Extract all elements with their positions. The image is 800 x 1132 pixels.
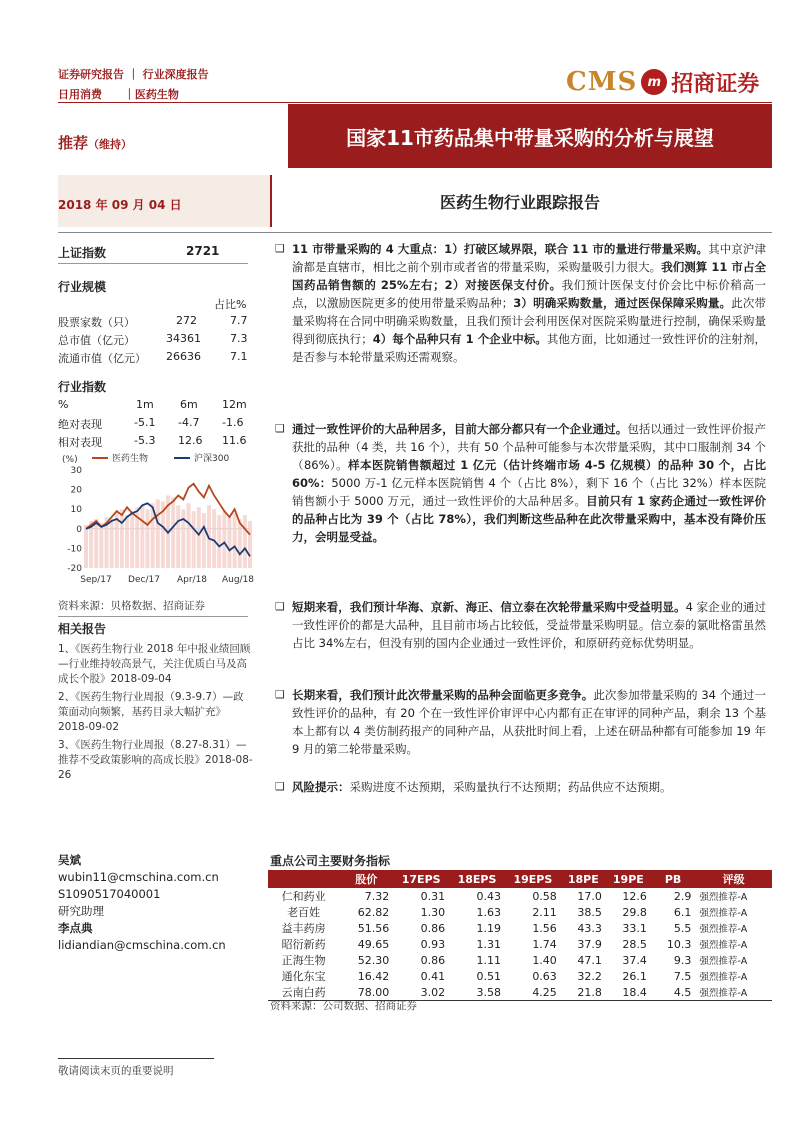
fin-cell: 1.19 [476,921,501,935]
fin-cell: 云南白药 [281,986,326,999]
fin-cell: 4.25 [532,985,557,999]
fin-cell: 52.30 [357,953,390,967]
fin-cell: 37.4 [622,953,647,967]
header-divider [58,102,772,103]
perf-h1: 1m [136,398,154,411]
rating-note: （维持） [88,138,133,151]
fin-cell: 1.56 [532,921,557,935]
y-axis-ticks [67,466,82,574]
chart-plot-area [84,484,252,568]
fin-cell: 6.1 [673,905,692,919]
area-bar [156,499,160,568]
report-type: 证券研究报告 ｜ 行业深度报告 [58,68,209,81]
logo-cn: 招商证券 [671,71,760,97]
rating-value: 推荐 [58,134,89,152]
fin-row [268,952,772,968]
scale-row [58,332,248,350]
company-logo [566,64,759,100]
fin-header-cell: 19EPS [505,870,561,888]
assistant-email[interactable]: lidiandian@cmschina.com.cn [58,938,226,952]
assistant-role: 研究助理 [58,904,104,918]
analyst-id: S1090517040001 [58,887,161,901]
fin-cell: 0.58 [532,889,557,903]
footer-divider [58,1058,214,1059]
perf-row [58,416,248,434]
fin-cell: 37.9 [577,937,602,951]
fin-cell: 10.3 [666,937,692,951]
fin-cell: 强烈推荐-A [699,908,748,919]
fin-cell: 1.30 [420,905,446,919]
area-bar [202,513,206,568]
fin-row [268,888,772,904]
related-item[interactable]: 1、《医药生物行业 2018 年中报业绩回顾—行业维持较高景气，关注优质白马及高成长个股》2018-09-04 [58,643,251,685]
area-bar [233,513,237,568]
fin-cell: 3.58 [476,985,501,999]
scale-label: 流通市值（亿元） [58,352,146,365]
sector-label [58,86,179,102]
fin-cell: 9.3 [673,953,692,967]
related-item[interactable]: 3、《医药生物行业周报（8.27-8.31）—推荐不受政策影响的高成长股》2018-08-26 [58,739,253,781]
fin-cell: 5.5 [673,921,692,935]
footer-note: 敬请阅读末页的重要说明 [58,1065,174,1077]
fin-table-title: 重点公司主要财务指标 [270,854,391,868]
y-tick-label: -10 [67,544,82,555]
body-paragraph: 长期来看，我们预计此次带量采购的品种会面临更多竞争。此次参加带量采购的 34 个通过一致性评价的品种，有 20 个在一致性评价审评中心内都有正在审评的同种产品，剩余 13 个基本上都有以 4 类仿制药报产的同种产品，从获批时间上看，上述在研品种都有可能参加 19 年 9 月的第二轮带量采购。 [292,688,766,756]
scale-pct: 7.3 [230,332,248,345]
area-bar [228,517,232,568]
fin-cell: 18.4 [622,985,647,999]
sector-a: 日用消费 [58,88,102,101]
fin-cell: 1.31 [476,937,501,951]
legend-label-b: 沪深300 [194,454,230,464]
scale-title: 行业规模 [58,280,107,294]
report-subtitle: 医药生物行业跟踪报告 [439,193,600,212]
fin-cell: 强烈推荐-A [699,924,748,935]
fin-cell: 0.43 [476,889,501,903]
scale-label: 股票家数（只） [58,316,135,329]
area-bar [238,519,242,568]
bullet-icon: ❑ [275,242,285,255]
fin-table-source: 资料来源：公司数据、招商证券 [270,1000,417,1012]
scale-pct: 7.1 [230,350,248,363]
y-tick-label: 10 [70,505,82,516]
fin-cell: 老百姓 [287,906,321,919]
fin-cell: 43.3 [577,921,602,935]
area-bar [140,505,144,568]
x-tick-label: Sep/17 [80,575,112,585]
sidebar-divider [58,263,248,264]
perf-v3: 11.6 [222,434,247,447]
fin-table [268,870,772,1001]
fin-cell: 益丰药房 [281,922,326,935]
perf-h0: % [58,398,69,411]
sidebar-divider [58,616,248,617]
assistant-name: 李点典 [58,921,93,935]
related-title: 相关报告 [58,622,107,636]
fin-header-row [268,870,772,888]
fin-cell: 28.5 [622,937,647,951]
x-tick-label: Aug/18 [221,575,255,585]
fin-cell: 7.32 [364,889,390,903]
perf-v1: -5.3 [134,434,156,447]
fin-cell: 0.86 [420,921,446,935]
y-tick-label: -20 [67,564,82,574]
index-label: 上证指数 [58,246,107,260]
area-bar [212,509,216,568]
fin-cell: 17.0 [577,889,602,903]
perf-h2: 6m [180,398,198,411]
fin-cell: 昭衍新药 [281,938,326,951]
fin-cell: 38.5 [577,905,602,919]
area-bar [217,515,221,568]
fin-cell: 2.9 [673,889,692,903]
bullet-icon: ❑ [275,688,285,701]
title-divider [58,232,772,233]
fin-cell: 3.02 [420,985,446,999]
area-bar [243,515,247,568]
perf-h3: 12m [222,398,247,411]
perf-title: 行业指数 [58,380,107,394]
fin-cell: 强烈推荐-A [699,988,748,999]
perf-v3: -1.6 [222,416,244,429]
index-row [58,244,248,261]
area-bar [84,525,88,568]
scale-table [58,314,248,368]
fin-cell: 0.93 [420,937,446,951]
perf-table [58,398,248,452]
chart-source: 资料来源：贝格数据、招商证券 [58,600,205,612]
analyst-name: 吴斌 [58,853,81,867]
area-bar [181,509,185,568]
fin-cell: 16.42 [357,969,390,983]
area-bar [120,509,124,568]
fin-header-cell: 17EPS [393,870,449,888]
body-paragraph: 11 市带量采购的 4 大重点：1）打破区域界限，联合 11 市的量进行带量采购。其中京沪津渝都是直辖市，相比之前个别市或者省的带量采购，采购量吸引力很大。我们测算 11 市占全国药品销售额的 25%左右；2）对接医保支付价。我们预计医保支付价会比中标价稍高一点，以激励医院更多的使用带量采购品种；3）明确采购数量，通过医保保障采购量。此次带量采购将在合同中明确采购数量，且我们预计会利用医保对医院采购量进行控制，确保采购量得到彻底执行；4）每个品种只有 1 个企业中标。其他方面，比如通过一致性评价的注射剂，是否参与本轮带量采购还需观察。 [292,242,767,364]
body-paragraph: 短期来看，我们预计华海、京新、海正、信立泰在次轮带量采购中受益明显。4 家企业的通过一致性评价的都是大品种，且目前市场占比较低，受益带量采购明显。信立泰的氯吡格雷虽然占比 34%左右，但没有别的国内企业通过一致性评价，和原研药竞标优势明显。 [292,600,766,650]
fin-cell: 1.11 [476,953,501,967]
fin-cell: 26.1 [622,969,647,983]
x-axis-ticks [80,575,254,585]
x-tick-label: Apr/18 [176,575,208,585]
related-item[interactable]: 2、《医药生物行业周报（9.3-9.7）—政策面动向频繁，基药目录大幅扩充》2018-09-02 [58,691,244,733]
fin-cell: 强烈推荐-A [699,956,748,967]
bullet-icon: ❑ [275,600,285,613]
fin-header-cell: 18EPS [449,870,505,888]
report-title: 国家11市药品集中带量采购的分析与展望 [288,104,772,168]
perf-label: 绝对表现 [58,418,102,431]
index-chart [56,450,256,592]
fin-cell: 1.74 [532,937,557,951]
fin-cell: 0.31 [420,889,446,903]
index-value: 2721 [186,244,220,258]
area-bar [130,511,134,568]
fin-header-cell: 19PE [606,870,651,888]
fin-cell: 0.41 [420,969,446,983]
fin-header-cell: 评级 [695,870,772,888]
fin-cell: 47.1 [577,953,602,967]
bullet-icon: ❑ [275,780,285,793]
fin-cell: 33.1 [622,921,647,935]
fin-cell: 78.00 [357,985,390,999]
rating [58,132,132,153]
perf-label: 相对表现 [58,436,102,449]
fin-cell: 62.82 [357,905,390,919]
fin-cell: 21.8 [577,985,602,999]
fin-cell: 仁和药业 [281,890,326,903]
area-bar [176,505,180,568]
fin-cell: 强烈推荐-A [699,892,748,903]
fin-cell: 1.63 [476,905,501,919]
fin-cell: 1.40 [532,953,557,967]
fin-cell: 2.11 [532,905,557,919]
fin-cell: 0.86 [420,953,446,967]
fin-cell: 正海生物 [281,954,326,967]
fin-header-cell [268,870,339,888]
chart-ylabel: (%) [62,455,78,465]
report-date: 2018 年 09 月 04 日 [58,198,182,212]
sector-b: ｜医药生物 [123,88,179,101]
x-tick-label: Dec/17 [128,575,160,585]
legend-label-a: 医药生物 [112,454,149,464]
y-tick-label: 20 [70,485,82,496]
area-bar [115,513,119,568]
analyst-email[interactable]: wubin11@cmschina.com.cn [58,870,219,884]
perf-v2: 12.6 [178,434,203,447]
perf-v2: -4.7 [178,416,200,429]
body-paragraph: 风险提示：采购进度不达预期，采购量执行不达预期；药品供应不达预期。 [292,780,672,794]
fin-cell: 32.2 [577,969,602,983]
area-bar [146,509,150,568]
area-bar [197,507,201,568]
fin-cell: 强烈推荐-A [699,972,748,983]
area-bar [187,503,191,568]
bullet-icon: ❑ [275,422,285,435]
fin-row [268,936,772,952]
area-bar [248,521,252,568]
scale-value: 26636 [166,350,201,363]
fin-cell: 49.65 [357,937,390,951]
fin-cell: 12.6 [622,889,647,903]
body-paragraph: 通过一致性评价的大品种居多，目前大部分都只有一个企业通过。包括以通过一致性评价报产获批的品种（4 类，共 16 个），共有 50 个品种可能参与本次带量采购，其中口服制剂 34 个（86%）。样本医院销售额超过 1 亿元（估计终端市场 4-5 亿规模）的品种 30 个，占比 60%：5000 万-1 亿元样本医院销售 4 个（占比 8%），剩下 16 个（占比 32%）样本医院销售额小于 5000 万元，通过一致性评价的大品种居多。目前只有 1 家药企通过一致性评价的品种占比为 39 个（占比 78%），我们判断这些品种在此次带量采购中，基本没有降价压力，会明显受益。 [292,422,766,544]
area-bar [125,515,129,568]
fin-cell: 0.63 [532,969,557,983]
fin-cell: 通化东宝 [281,970,326,983]
area-bar [222,511,226,568]
fin-header-cell: PB [651,870,695,888]
y-tick-label: 30 [70,466,82,476]
related-list [58,642,254,783]
fin-header-cell: 18PE [561,870,606,888]
fin-cell: 51.56 [357,921,390,935]
scale-pct: 7.7 [230,314,248,327]
fin-row [268,904,772,920]
perf-header [58,398,248,416]
area-bar [171,497,175,568]
logo-cms: CMS [566,67,638,97]
scale-value: 34361 [166,332,201,345]
fin-row [268,920,772,936]
fin-cell: 7.5 [673,969,692,983]
fin-cell: 29.8 [622,905,647,919]
fin-cell: 0.51 [476,969,501,983]
scale-row [58,314,248,332]
y-tick-label: 0 [76,524,82,535]
perf-v1: -5.1 [134,416,156,429]
scale-row [58,350,248,368]
fin-cell: 4.5 [673,985,692,999]
analyst-block [58,852,226,954]
scale-value: 272 [176,314,197,327]
area-bar [94,519,98,568]
logo-badge-icon: m [641,69,667,95]
fin-row [268,968,772,984]
fin-header-cell: 股价 [339,870,393,888]
scale-pct-header: 占比% [214,298,247,311]
date-divider [270,175,272,227]
area-bar [192,511,196,568]
area-bar [99,523,103,568]
area-bar [110,519,114,568]
scale-label: 总市值（亿元） [58,334,135,347]
fin-cell: 强烈推荐-A [699,940,748,951]
